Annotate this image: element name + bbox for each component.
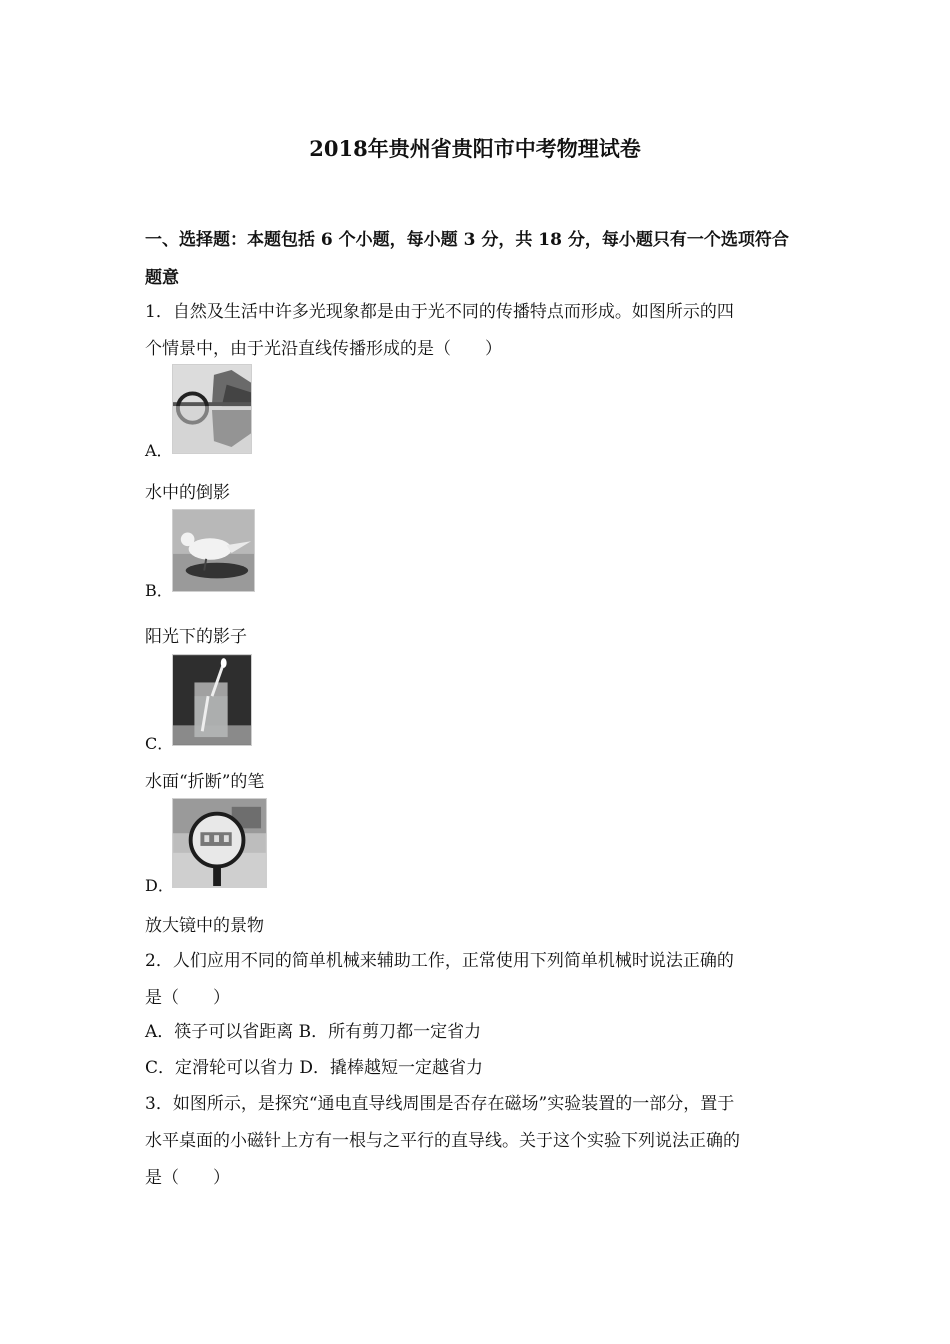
q1-option-c-label: C．: [145, 734, 174, 753]
q1-option-c-caption: 水面“折断”的笔: [145, 772, 265, 792]
q2-text-line2: 是（ ）: [145, 988, 230, 1008]
section-heading-line2: 题意: [145, 268, 179, 288]
magnifier-scene-image: [172, 798, 267, 888]
section-heading-line1: 一、选择题：本题包括 6 个小题，每小题 3 分，共 18 分，每小题只有一个选项符合: [145, 230, 789, 250]
q1-option-d-caption: 放大镜中的景物: [145, 916, 264, 936]
reflection-bridge-image: [172, 364, 252, 454]
bent-pen-glass-image: [172, 654, 252, 746]
q3-text-line2: 水平桌面的小磁针上方有一根与之平行的直导线。关于这个实验下列说法正确的: [145, 1131, 740, 1151]
q2-options-ab: A．筷子可以省距离 B．所有剪刀都一定省力: [145, 1022, 482, 1042]
dove-shadow-image: [172, 509, 255, 592]
q1-option-b-caption: 阳光下的影子: [145, 627, 247, 647]
page-title: 2018年贵州省贵阳市中考物理试卷: [309, 136, 641, 161]
q3-text-line1: 3．如图所示，是探究“通电直导线周围是否存在磁场”实验装置的一部分，置于: [145, 1094, 735, 1114]
q1-option-a-label: A．: [145, 441, 173, 460]
q1-option-b-label: B．: [145, 581, 173, 600]
q1-option-a-caption: 水中的倒影: [145, 483, 230, 503]
q2-options-cd: C．定滑轮可以省力 D．撬棒越短一定越省力: [145, 1058, 484, 1078]
q1-option-d-label: D．: [145, 876, 174, 895]
q1-text-line2: 个情景中，由于光沿直线传播形成的是（ ）: [145, 339, 502, 359]
q3-text-line3: 是（ ）: [145, 1168, 230, 1188]
q1-text-line1: 1．自然及生活中许多光现象都是由于光不同的传播特点而形成。如图所示的四: [145, 302, 734, 322]
q2-text-line1: 2．人们应用不同的简单机械来辅助工作，正常使用下列简单机械时说法正确的: [145, 951, 734, 971]
